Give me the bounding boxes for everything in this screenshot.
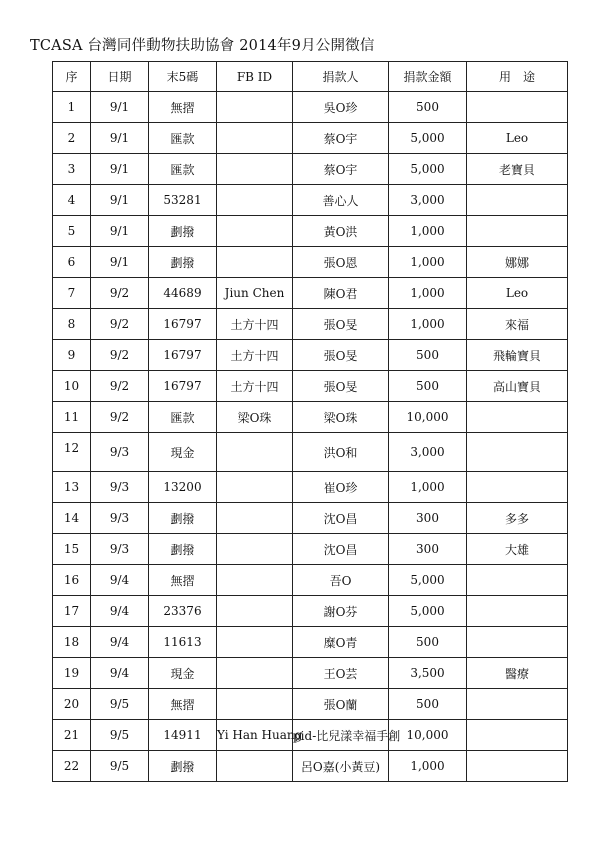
cell-amount: 5,000	[389, 565, 467, 596]
cell-donor: 洪O和	[293, 433, 389, 472]
cell-last5: 無摺	[149, 565, 217, 596]
cell-amount: 1,000	[389, 216, 467, 247]
cell-donor: 蔡O宇	[293, 154, 389, 185]
cell-donor: 沈O昌	[293, 503, 389, 534]
cell-date: 9/1	[91, 92, 149, 123]
cell-donor: 謝O芬	[293, 596, 389, 627]
cell-purpose: 高山寶貝	[467, 371, 568, 402]
cell-donor: 崔O珍	[293, 472, 389, 503]
cell-purpose	[467, 751, 568, 782]
cell-date: 9/1	[91, 123, 149, 154]
cell-purpose	[467, 433, 568, 472]
cell-purpose: Leo	[467, 278, 568, 309]
cell-donor: 王O芸	[293, 658, 389, 689]
cell-last5: 23376	[149, 596, 217, 627]
cell-seq: 15	[53, 534, 91, 565]
cell-date: 9/4	[91, 627, 149, 658]
cell-fbid: 土方十四	[217, 309, 293, 340]
cell-donor: 張O旻	[293, 309, 389, 340]
cell-fbid	[217, 185, 293, 216]
cell-fbid	[217, 123, 293, 154]
cell-donor: 沈O昌	[293, 534, 389, 565]
cell-last5: 劃撥	[149, 216, 217, 247]
cell-purpose	[467, 402, 568, 433]
cell-purpose: 醫療	[467, 658, 568, 689]
cell-date: 9/4	[91, 565, 149, 596]
cell-date: 9/2	[91, 371, 149, 402]
table-row	[53, 247, 568, 278]
cell-date: 9/5	[91, 689, 149, 720]
cell-purpose: 多多	[467, 503, 568, 534]
cell-amount: 300	[389, 503, 467, 534]
cell-seq: 1	[53, 92, 91, 123]
table-row	[53, 472, 568, 503]
table-row	[53, 123, 568, 154]
cell-fbid	[217, 534, 293, 565]
cell-purpose: 大雄	[467, 534, 568, 565]
cell-seq: 2	[53, 123, 91, 154]
cell-seq: 12	[53, 433, 91, 472]
cell-purpose: 娜娜	[467, 247, 568, 278]
cell-amount: 500	[389, 340, 467, 371]
cell-seq: 16	[53, 565, 91, 596]
cell-last5: 無摺	[149, 92, 217, 123]
cell-amount: 500	[389, 371, 467, 402]
header-amount: 捐款金額	[389, 62, 467, 92]
cell-purpose	[467, 92, 568, 123]
cell-fbid: 梁O珠	[217, 402, 293, 433]
table-row	[53, 689, 568, 720]
cell-date: 9/3	[91, 503, 149, 534]
cell-date: 9/1	[91, 216, 149, 247]
cell-purpose	[467, 689, 568, 720]
header-donor: 捐款人	[293, 62, 389, 92]
cell-seq: 11	[53, 402, 91, 433]
cell-fbid	[217, 216, 293, 247]
cell-purpose	[467, 472, 568, 503]
cell-date: 9/4	[91, 658, 149, 689]
cell-purpose: 來福	[467, 309, 568, 340]
cell-purpose	[467, 216, 568, 247]
cell-seq: 17	[53, 596, 91, 627]
table-row	[53, 92, 568, 123]
header-purpose: 用 途	[467, 62, 568, 92]
cell-donor: 張O蘭	[293, 689, 389, 720]
cell-purpose	[467, 596, 568, 627]
cell-amount: 1,000	[389, 309, 467, 340]
cell-purpose	[467, 720, 568, 751]
cell-seq: 8	[53, 309, 91, 340]
cell-fbid	[217, 596, 293, 627]
cell-last5: 53281	[149, 185, 217, 216]
cell-last5: 現金	[149, 658, 217, 689]
table-row	[53, 565, 568, 596]
header-date: 日期	[91, 62, 149, 92]
cell-date: 9/5	[91, 751, 149, 782]
cell-last5: 劃撥	[149, 751, 217, 782]
cell-last5: 匯款	[149, 154, 217, 185]
cell-fbid: 土方十四	[217, 340, 293, 371]
cell-donor: 吾O	[293, 565, 389, 596]
cell-donor: 糜O青	[293, 627, 389, 658]
cell-donor: 梁O珠	[293, 402, 389, 433]
cell-amount: 10,000	[389, 402, 467, 433]
cell-seq: 22	[53, 751, 91, 782]
cell-date: 9/2	[91, 309, 149, 340]
cell-donor: 黃O洪	[293, 216, 389, 247]
table-row	[53, 627, 568, 658]
cell-seq: 18	[53, 627, 91, 658]
cell-amount: 1,000	[389, 278, 467, 309]
cell-seq: 14	[53, 503, 91, 534]
cell-purpose	[467, 627, 568, 658]
cell-last5: 現金	[149, 433, 217, 472]
cell-purpose: 飛輪寶貝	[467, 340, 568, 371]
table-row	[53, 433, 568, 472]
header-last5: 末5碼	[149, 62, 217, 92]
cell-amount: 10,000	[389, 720, 467, 751]
cell-fbid	[217, 433, 293, 472]
cell-date: 9/3	[91, 472, 149, 503]
cell-donor: 陳O君	[293, 278, 389, 309]
cell-fbid	[217, 627, 293, 658]
header-fbid: FB ID	[217, 62, 293, 92]
table-header-row	[53, 62, 568, 92]
cell-fbid: 土方十四	[217, 371, 293, 402]
cell-date: 9/4	[91, 596, 149, 627]
cell-seq: 20	[53, 689, 91, 720]
cell-fbid	[217, 751, 293, 782]
cell-purpose	[467, 565, 568, 596]
cell-seq: 3	[53, 154, 91, 185]
cell-fbid: Yi Han Huang	[217, 720, 293, 751]
cell-date: 9/3	[91, 433, 149, 472]
cell-donor: 張O旻	[293, 340, 389, 371]
table-row	[53, 658, 568, 689]
cell-fbid	[217, 503, 293, 534]
cell-last5: 劃撥	[149, 247, 217, 278]
cell-fbid	[217, 472, 293, 503]
cell-seq: 9	[53, 340, 91, 371]
cell-amount: 5,000	[389, 154, 467, 185]
table-row	[53, 751, 568, 782]
cell-date: 9/3	[91, 534, 149, 565]
cell-amount: 3,000	[389, 433, 467, 472]
table-row	[53, 596, 568, 627]
cell-amount: 3,000	[389, 185, 467, 216]
table-row	[53, 371, 568, 402]
cell-seq: 7	[53, 278, 91, 309]
cell-seq: 13	[53, 472, 91, 503]
cell-last5: 無摺	[149, 689, 217, 720]
cell-amount: 3,500	[389, 658, 467, 689]
cell-seq: 4	[53, 185, 91, 216]
cell-fbid	[217, 565, 293, 596]
cell-date: 9/2	[91, 278, 149, 309]
table-row	[53, 154, 568, 185]
cell-date: 9/2	[91, 402, 149, 433]
donation-table	[52, 61, 568, 782]
header-seq: 序	[53, 62, 91, 92]
table-row	[53, 216, 568, 247]
cell-seq: 10	[53, 371, 91, 402]
cell-amount: 5,000	[389, 123, 467, 154]
page-title: TCASA 台灣同伴動物扶助協會 2014年9月公開徵信	[30, 38, 375, 54]
cell-donor: 蔡O宇	[293, 123, 389, 154]
cell-amount: 5,000	[389, 596, 467, 627]
cell-date: 9/2	[91, 340, 149, 371]
cell-donor: 張O恩	[293, 247, 389, 278]
cell-last5: 14911	[149, 720, 217, 751]
cell-date: 9/1	[91, 247, 149, 278]
table-row	[53, 278, 568, 309]
cell-last5: 16797	[149, 309, 217, 340]
cell-seq: 5	[53, 216, 91, 247]
cell-last5: 劃撥	[149, 534, 217, 565]
cell-donor: 善心人	[293, 185, 389, 216]
cell-date: 9/5	[91, 720, 149, 751]
cell-amount: 1,000	[389, 472, 467, 503]
cell-last5: 13200	[149, 472, 217, 503]
table-row	[53, 185, 568, 216]
cell-last5: 匯款	[149, 123, 217, 154]
cell-amount: 500	[389, 92, 467, 123]
cell-last5: 11613	[149, 627, 217, 658]
cell-date: 9/1	[91, 185, 149, 216]
table-row	[53, 720, 568, 751]
cell-fbid	[217, 658, 293, 689]
cell-fbid: Jiun Chen	[217, 278, 293, 309]
table-row	[53, 309, 568, 340]
cell-fbid	[217, 689, 293, 720]
table-row	[53, 534, 568, 565]
cell-seq: 21	[53, 720, 91, 751]
cell-purpose: Leo	[467, 123, 568, 154]
cell-fbid	[217, 247, 293, 278]
cell-purpose	[467, 185, 568, 216]
cell-amount: 500	[389, 689, 467, 720]
cell-last5: 16797	[149, 371, 217, 402]
cell-fbid	[217, 92, 293, 123]
cell-donor: 張O旻	[293, 371, 389, 402]
cell-amount: 300	[389, 534, 467, 565]
cell-amount: 500	[389, 627, 467, 658]
cell-last5: 匯款	[149, 402, 217, 433]
table-body	[53, 92, 568, 782]
cell-date: 9/1	[91, 154, 149, 185]
cell-donor: 呂O嘉(小黃豆)	[293, 751, 389, 782]
table-row	[53, 340, 568, 371]
table-row	[53, 402, 568, 433]
cell-purpose: 老寶貝	[467, 154, 568, 185]
cell-donor: pid-比兒漾幸福手創	[293, 720, 389, 751]
cell-last5: 44689	[149, 278, 217, 309]
table-row	[53, 503, 568, 534]
cell-fbid	[217, 154, 293, 185]
cell-seq: 19	[53, 658, 91, 689]
cell-donor: 吳O珍	[293, 92, 389, 123]
cell-last5: 劃撥	[149, 503, 217, 534]
cell-last5: 16797	[149, 340, 217, 371]
cell-seq: 6	[53, 247, 91, 278]
cell-amount: 1,000	[389, 751, 467, 782]
cell-amount: 1,000	[389, 247, 467, 278]
